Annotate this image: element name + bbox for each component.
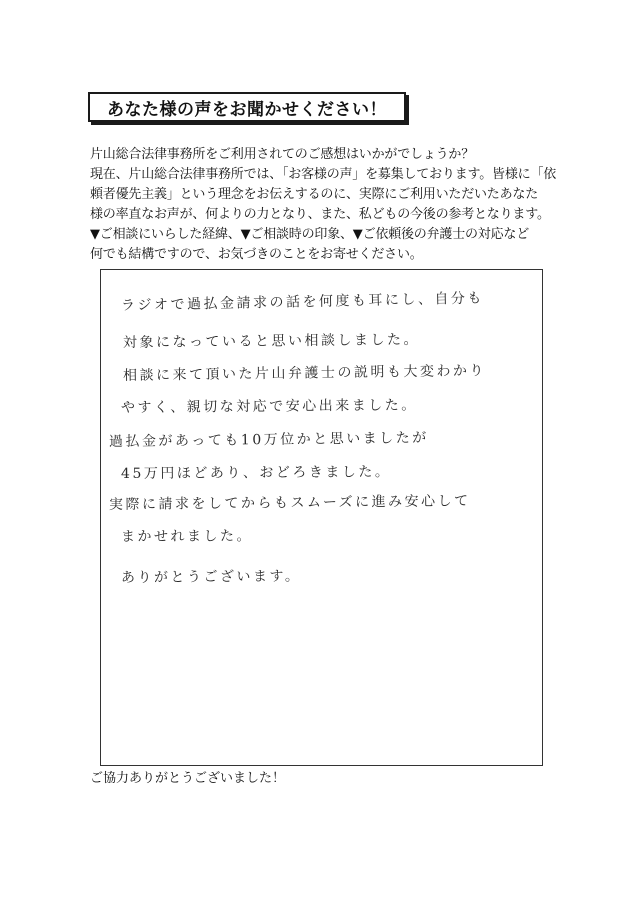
handwritten-line: やすく、親切な対応で安心出来ました。 bbox=[120, 397, 418, 416]
intro-line: ▼ご相談にいらした経緯、▼ご相談時の印象、▼ご依頼後の弁護士の対応など bbox=[90, 227, 529, 242]
handwritten-line: 実際に請求をしてからもスムーズに進み安心して bbox=[108, 493, 471, 513]
handwritten-response-box bbox=[100, 269, 543, 766]
handwritten-line: 過払金があっても10万位かと思いましたが bbox=[108, 430, 429, 450]
intro-line: 片山総合法律事務所をご利用されてのご感想はいかがでしょうか？ bbox=[90, 147, 475, 162]
handwritten-line: 45万円ほどあり、おどろきました。 bbox=[120, 464, 392, 482]
intro-text bbox=[90, 145, 560, 265]
intro-line: 様の率直なお声が、何よりの力となり、また、私どもの今後の参考となります。 bbox=[90, 207, 550, 222]
intro-line: 頼者優先主義」という理念をお伝えするのに、実際にご利用いただいたあなた bbox=[90, 187, 539, 202]
intro-line: 現在、片山総合法律事務所では、「お客様の声」を募集しております。皆様に「依 bbox=[90, 167, 557, 182]
handwritten-line: まかせれました。 bbox=[120, 528, 254, 545]
thank-you-note: ご協力ありがとうございました！ bbox=[90, 771, 286, 786]
heading-box bbox=[88, 92, 406, 122]
handwritten-line: ラジオで過払金請求の話を何度も耳にし、自分も bbox=[120, 290, 485, 314]
handwritten-line: 相談に来て頂いた片山弁護士の説明も大変わかり bbox=[122, 362, 487, 384]
intro-line: 何でも結構ですので、お気づきのことをお寄せください。 bbox=[90, 247, 423, 262]
handwritten-line: 対象になっていると思い相談しました。 bbox=[122, 331, 421, 351]
handwritten-line: ありがとうございます。 bbox=[120, 568, 302, 586]
page-title: あなた様の声をお聞かせください！ bbox=[107, 99, 387, 120]
